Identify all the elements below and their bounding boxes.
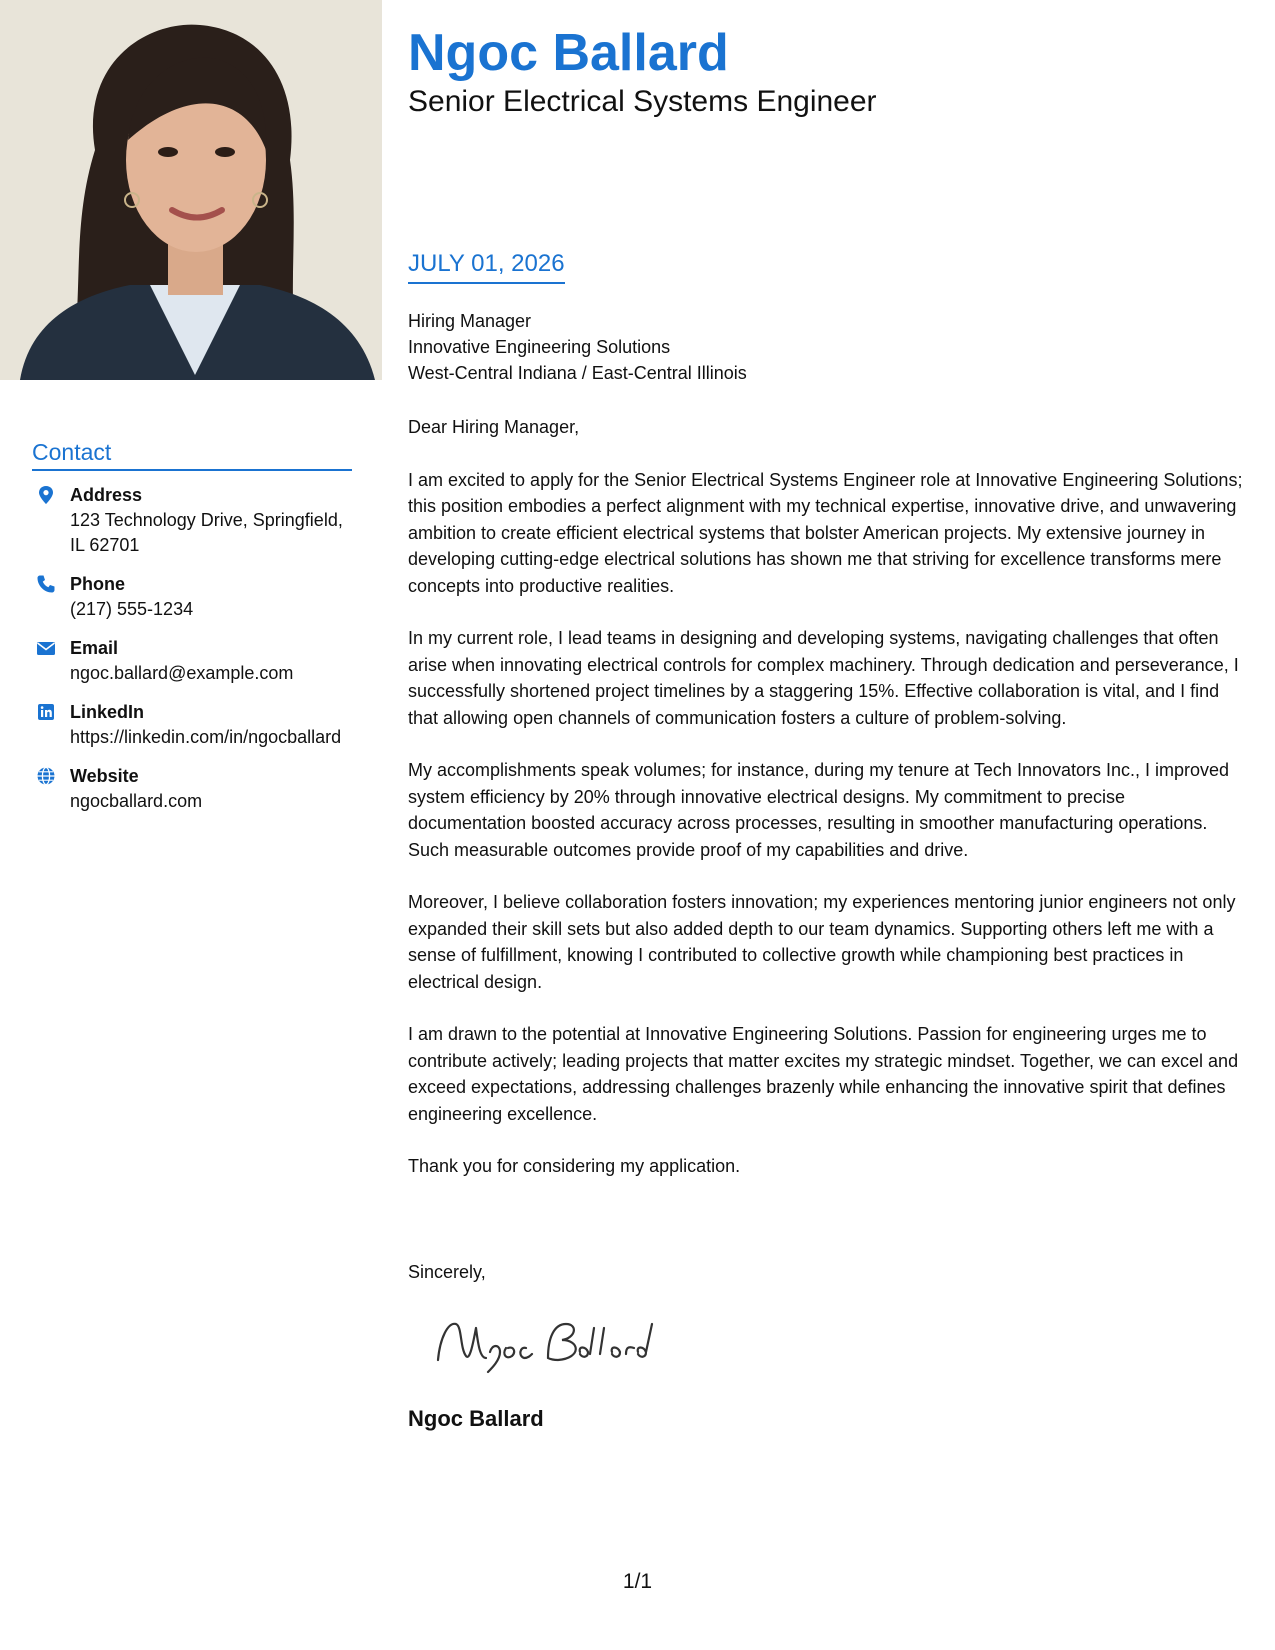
contact-address	[32, 483, 352, 558]
letter-date: JULY 01, 2026	[408, 248, 565, 284]
contact-website	[32, 764, 352, 814]
profile-photo	[0, 0, 382, 380]
sidebar	[0, 0, 382, 1650]
contact-value: 123 Technology Drive, Springfield, IL 62701	[70, 510, 343, 555]
map-pin-icon	[36, 485, 56, 505]
applicant-role: Senior Electrical Systems Engineer	[408, 85, 877, 118]
contact-label: Website	[70, 766, 139, 786]
envelope-icon	[36, 638, 56, 658]
recipient-line: Innovative Engineering Solutions	[408, 337, 671, 357]
contact-heading: Contact	[32, 437, 352, 471]
contact-value: (217) 555-1234	[70, 599, 194, 619]
linkedin-icon	[36, 702, 56, 722]
body-paragraph: Thank you for considering my application.	[408, 1156, 741, 1176]
page-number: 1/1	[622, 1570, 653, 1593]
globe-icon	[36, 766, 56, 786]
contact-value: ngoc.ballard@example.com	[70, 663, 294, 683]
contact-linkedin	[32, 700, 352, 750]
contact-label: Phone	[70, 574, 126, 594]
body-paragraph: I am drawn to the potential at Innovative Engineering Solutions. Passion for engineering urges me to contribute actively; leading projects that matter excites my strategic mindset. Together, we can excel and exceed expectations, addressing challenges brazenly while enhancing the innovative spirit that defines engineering excellence.	[408, 1024, 1239, 1124]
closing: Sincerely,	[408, 1262, 486, 1282]
body-paragraph: My accomplishments speak volumes; for instance, during my tenure at Tech Innovators Inc., I improved system efficiency by 20% through innovative electrical designs. My commitment to precise documentation boosted accuracy across processes, resulting in smoother manufacturing operations. Such measurable outcomes provide proof of my capabilities and drive.	[408, 760, 1230, 860]
contact-label: Email	[70, 638, 119, 658]
recipient-line: Hiring Manager	[408, 311, 532, 331]
contact-list	[32, 483, 352, 828]
contact-email	[32, 636, 352, 686]
recipient-block	[408, 308, 1248, 386]
body-paragraph: In my current role, I lead teams in designing and developing systems, navigating challenges that often arise when innovating electrical controls for complex machinery. Through dedication and perseverance, I successfully shortened project timelines by a staggering 15%. Effective collaboration is vital, and I find that allowing open channels of communication fosters a culture of problem-solving.	[408, 628, 1239, 728]
letter-body	[408, 414, 1248, 1206]
applicant-name: Ngoc Ballard	[408, 24, 729, 82]
handwritten-signature	[430, 1308, 670, 1378]
signer-name: Ngoc Ballard	[408, 1406, 544, 1431]
body-paragraph: Moreover, I believe collaboration fosters innovation; my experiences mentoring junior engineers not only expanded their skill sets but also added depth to our team dynamics. Supporting others left me with a sense of fulfillment, knowing I contributed to collective growth while championing best practices in electrical design.	[408, 892, 1236, 992]
recipient-line: West-Central Indiana / East-Central Illinois	[408, 363, 747, 383]
contact-label: Address	[70, 485, 143, 505]
salutation: Dear Hiring Manager,	[408, 417, 580, 437]
contact-value[interactable]: ngocballard.com	[70, 791, 203, 811]
body-paragraph: I am excited to apply for the Senior Electrical Systems Engineer role at Innovative Engineering Solutions; this position embodies a perfect alignment with my technical expertise, innovative drive, and unwavering ambition to create efficient electrical systems that bolster American projects. My extensive journey in developing cutting-edge electrical solutions has shown me that striving for excellence transforms mere concepts into productive realities.	[408, 469, 1243, 596]
contact-phone	[32, 572, 352, 622]
contact-label: LinkedIn	[70, 702, 145, 722]
phone-icon	[36, 574, 56, 594]
contact-value[interactable]: https://linkedin.com/in/ngocballard	[70, 727, 342, 747]
